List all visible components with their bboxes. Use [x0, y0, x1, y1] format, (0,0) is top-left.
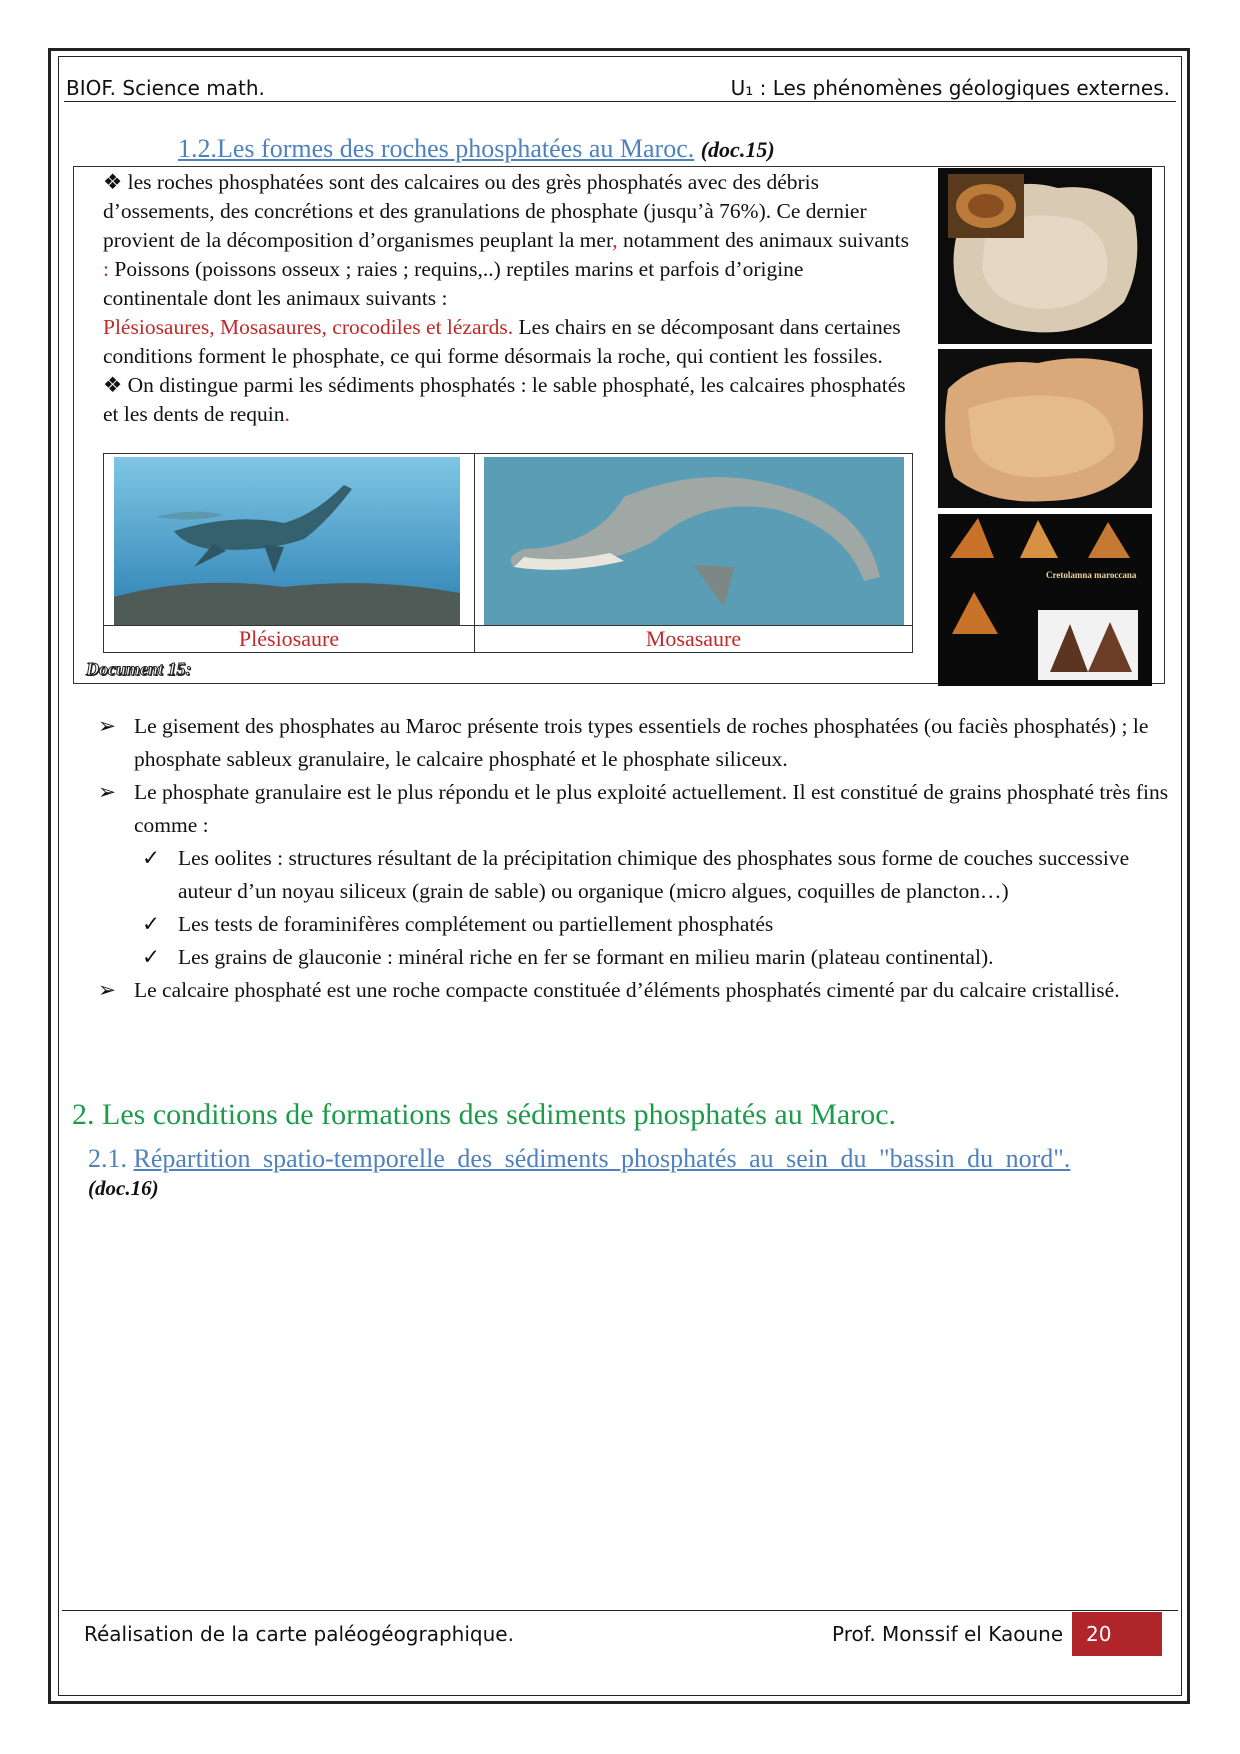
caption-mosasaur: Mosasaure	[645, 626, 742, 651]
diamond-bullet-icon: ❖	[103, 373, 123, 397]
phosphate-limestone-photo	[938, 349, 1152, 508]
table-divider-vertical	[474, 454, 475, 652]
checkmark-icon: ✓	[142, 912, 161, 936]
section-2-1-number: 2.1.	[88, 1144, 127, 1173]
plesiosaur-image	[114, 457, 460, 625]
caption-plesiosaur: Plésiosaure	[238, 626, 340, 651]
shark-teeth-label: Cretolamna maroccana	[1046, 570, 1137, 580]
doc15-paragraph-2: ❖ On distingue parmi les sédiments phosphatés : le sable phosphaté, les calcaires phosphatés et les dents de requin.	[103, 373, 906, 426]
checkmark-icon: ✓	[142, 945, 161, 969]
header-left: BIOF. Science math.	[66, 76, 265, 100]
footer-left: Réalisation de la carte paléogéographique.	[84, 1622, 514, 1646]
section-1-2-heading	[178, 134, 775, 164]
bullet-item: ➢ Le calcaire phosphaté est une roche compacte constituée d’éléments phosphatés cimenté par du calcaire cristallisé.	[98, 974, 1178, 1007]
mosasaur-image	[484, 457, 904, 625]
section-2-1-title[interactable]: Répartition spatio-temporelle des sédiments phosphatés au sein du "bassin du nord".	[133, 1144, 1071, 1173]
document-15-label: Document 15:	[86, 659, 192, 679]
arrow-bullet-icon: ➢	[98, 780, 117, 804]
body-text	[98, 710, 1178, 1007]
diamond-bullet-icon: ❖	[103, 170, 123, 194]
animals-table	[103, 453, 913, 653]
bullet-item: ➢ Le gisement des phosphates au Maroc présente trois types essentiels de roches phosphatées (ou faciès phosphatés) ; le phosphate sableux granulaire, le calcaire phosphaté et le phosphate siliceux.	[98, 710, 1178, 776]
section-2-heading: 2. Les conditions de formations des sédiments phosphatés au Maroc.	[72, 1098, 897, 1131]
section-2-1-heading	[88, 1144, 1164, 1174]
checkmark-icon: ✓	[142, 846, 161, 870]
footer-divider	[62, 1610, 1178, 1611]
bullet-item: ➢ Le phosphate granulaire est le plus répondu et le plus exploité actuellement. Il est constitué de grains phosphaté très fins comme :	[98, 776, 1178, 842]
page-number: 20	[1072, 1612, 1162, 1656]
sub-bullet-item: ✓ Les tests de foraminifères complétement ou partiellement phosphatés	[98, 908, 1178, 941]
doc15-paragraph-1: ❖ les roches phosphatées sont des calcaires ou des grès phosphatés avec des débris d’ossements, des concrétions et des granulations de phosphate (jusqu’à 76%). Ce dernier provient de la décomposition d’organismes peuplant la mer, notamment des animaux suivants : Poissons (poissons osseux ; raies ; requins,..) reptiles marins et parfois d’origine continentale dont les animaux suivants : Plésiosaures, Mosasaures, crocodiles et lézards. Les chairs en se décomposant dans certaines conditions forment le phosphate, ce qui forme désormais la roche, qui contient les fossiles.	[103, 170, 910, 368]
header-divider	[64, 101, 1176, 102]
arrow-bullet-icon: ➢	[98, 714, 117, 738]
phosphate-sand-photo	[938, 168, 1152, 344]
sub-bullet-item: ✓ Les oolites : structures résultant de la précipitation chimique des phosphates sous forme de couches successive auteur d’un noyau siliceux (grain de sable) ou organique (micro algues, coquilles de plancton…)	[98, 842, 1178, 908]
document-15-text	[103, 168, 913, 429]
arrow-bullet-icon: ➢	[98, 978, 117, 1002]
section-1-2-title[interactable]: 1.2.Les formes des roches phosphatées au Maroc.	[178, 134, 695, 163]
shark-teeth-photo	[938, 514, 1152, 686]
doc16-ref: (doc.16)	[88, 1176, 159, 1200]
sub-bullet-item: ✓ Les grains de glauconie : minéral riche en fer se formant en milieu marin (plateau continental).	[98, 941, 1178, 974]
reptiles-list: Plésiosaures, Mosasaures, crocodiles et lézards.	[103, 315, 514, 339]
doc15-ref: (doc.15)	[700, 137, 775, 162]
footer-author: Prof. Monssif el Kaoune	[832, 1622, 1064, 1646]
header-right: U₁ : Les phénomènes géologiques externes.	[730, 76, 1170, 100]
